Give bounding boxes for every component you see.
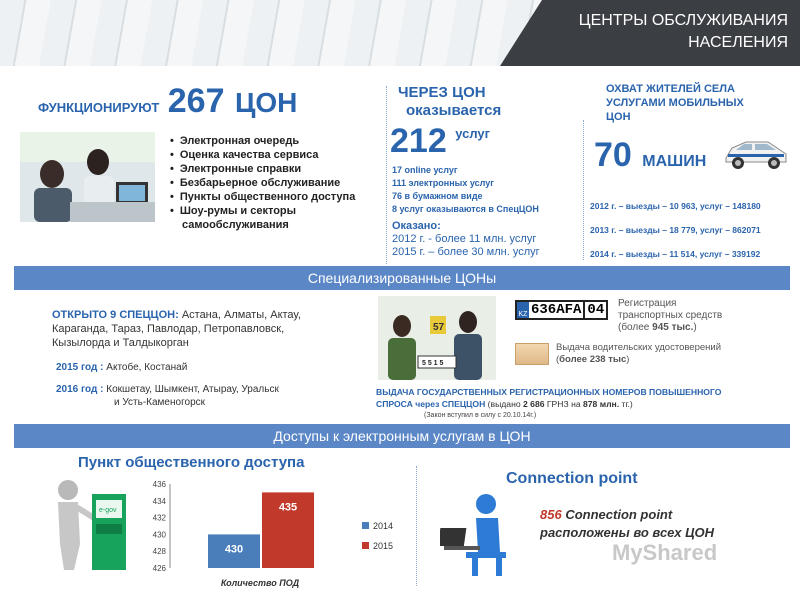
vehicle-registration: Регистрация транспортных средств (более 945 тыс.) — [618, 298, 723, 333]
feature-item: • Безбарьерное обслуживание — [170, 176, 380, 190]
divider — [386, 86, 387, 264]
car-icon — [722, 132, 790, 177]
chart-y-tick-label: 436 — [152, 480, 166, 489]
feature-item: • Пункты общественного доступа — [170, 190, 380, 204]
chart-y-tick-label: 426 — [152, 564, 166, 573]
chart-x-label: Количество ПОД — [220, 578, 300, 588]
specialized-band: Специализированные ЦОНы — [14, 266, 790, 290]
divider — [583, 120, 584, 260]
connection-text: 856 Connection point расположены во всех ЦОН — [540, 507, 715, 540]
chart-y-tick-label: 430 — [152, 530, 166, 540]
license-plate: KZ 636AFA 04 — [515, 300, 608, 320]
desk-plate-label: 5 5 1 5 — [422, 360, 444, 367]
chart-y-axis — [153, 480, 170, 573]
public-access-title: Пункт общественного доступа — [78, 454, 305, 471]
operators-photo — [20, 132, 155, 222]
operators-illustration — [20, 132, 155, 222]
driver-licenses: Выдача водительских удостоверений (более 238 тыс) — [556, 342, 722, 365]
services-provided: Оказано: 2012 г. - более 11 млн. услуг 2015 г. – более 30 млн. услуг — [392, 220, 540, 258]
connection-title: Connection point — [506, 470, 638, 487]
special-opened: ОТКРЫТО 9 СПЕЦЦОН: Астана, Алматы, Актау, Караганда, Тараз, Павлодар, Петропавловск, Кызылорда и Талдыкорган — [52, 309, 301, 349]
chart-y-tick-label: 428 — [152, 547, 166, 557]
services-breakdown: 17 online услуг 111 электронных услуг 76 в бумажном виде 8 услуг оказываются в СпецЦОН — [392, 165, 539, 214]
connection-number: 856 — [540, 507, 562, 522]
chart-legend — [362, 521, 393, 551]
chart-data-label: 435 — [278, 501, 298, 514]
specialized-photo — [378, 296, 496, 380]
watermark: MyShared — [612, 540, 718, 565]
e-access-band: Доступы к электронным услугам в ЦОН — [14, 424, 790, 448]
driver-license-icon — [515, 343, 549, 365]
pod-chart — [140, 478, 410, 592]
feature-item: • Электронная очередь — [170, 134, 380, 148]
chart-y-tick-label: 432 — [152, 513, 166, 523]
chart-legend-swatch — [362, 542, 369, 549]
functioning-heading: ФУНКЦИОНИРУЮТ 267 ЦОН — [38, 82, 298, 120]
chart-data-label: 430 — [224, 543, 244, 556]
chart-y-tick-label: 434 — [152, 496, 166, 506]
kiosk-label: e-gov — [99, 507, 117, 514]
kiosk-illustration — [46, 474, 136, 579]
functioning-number: 267 — [167, 82, 225, 120]
chart-bars — [208, 492, 314, 568]
laptop-user-illustration — [440, 488, 520, 583]
feature-item: самообслуживания — [182, 219, 289, 231]
mobile-heading: ОХВАТ ЖИТЕЛЕЙ СЕЛА УСЛУГАМИ МОБИЛЬНЫХ ЦОН — [606, 83, 744, 123]
special-2016: 2016 год : Кокшетау, Шымкент, Атырау, Уральск и Усть-Каменогорск — [56, 384, 279, 408]
services-heading: ЧЕРЕЗ ЦОН оказывается — [398, 84, 502, 119]
special-2015: 2015 год : Актобе, Костанай — [56, 362, 188, 373]
feature-item: • Шоу-румы и секторы — [170, 204, 380, 218]
feature-item: • Оценка качества сервиса — [170, 148, 380, 162]
chart-legend-label: 2015 — [373, 541, 394, 551]
chart-legend-swatch — [362, 522, 369, 529]
plates-issue: ВЫДАЧА ГОСУДАРСТВЕННЫХ РЕГИСТРАЦИОННЫХ НОМЕРОВ ПОВЫШЕННОГО СПРОСА через СПЕЦЦОН (выдано 2 686 ГРНЗ на 878 млн. тг.) (Закон вступил в силу с 20.10.14г.) — [376, 387, 722, 419]
divider — [416, 466, 417, 586]
chart-legend-label: 2014 — [373, 521, 394, 531]
page-title: ЦЕНТРЫ ОБСЛУЖИВАНИЯ НАСЕЛЕНИЯ — [578, 12, 788, 51]
number-sign-label: 57 — [433, 322, 445, 333]
mobile-stats: 2012 г. – выезды – 10 963, услуг – 148180 2013 г. – выезды – 18 779, услуг – 862071 2014 г. – выезды – 11 514, услуг – 339192 — [590, 201, 761, 259]
features-list — [170, 134, 380, 232]
mobile-count: 70 МАШИН — [594, 136, 707, 174]
services-count: 212 $^{услуг}$ — [390, 122, 491, 160]
feature-item: • Электронные справки — [170, 162, 380, 176]
